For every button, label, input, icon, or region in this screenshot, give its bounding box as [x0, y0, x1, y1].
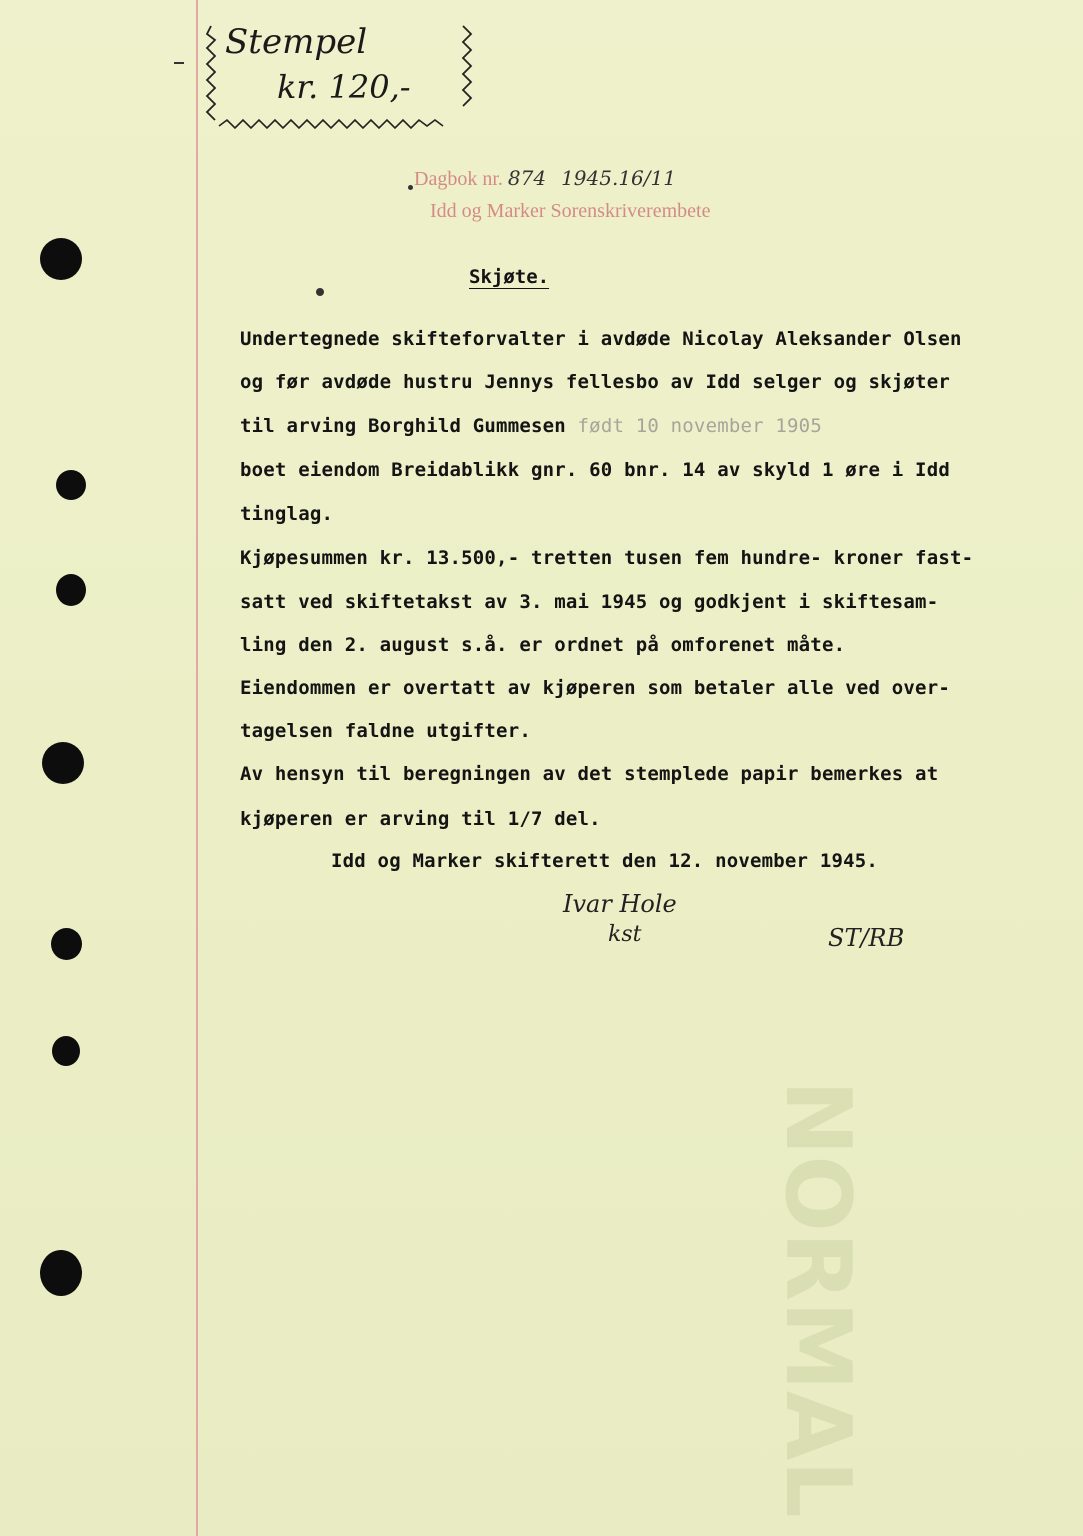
body-line [240, 415, 822, 437]
document-title: Skjøte. [469, 266, 550, 288]
body-line: ling den 2. august s.å. er ordnet på omforenet måte. [240, 634, 846, 656]
body-line: tagelsen faldne utgifter. [240, 720, 531, 742]
body-line: Eiendommen er overtatt av kjøperen som betaler alle ved over- [240, 677, 950, 699]
stray-mark [316, 288, 324, 296]
watermark: NORMAL [765, 1080, 870, 1518]
body-line: boet eiendom Breidablikk gnr. 60 bnr. 14 av skyld 1 øre i Idd [240, 459, 950, 481]
registry-number: 874 [507, 166, 547, 190]
closing-line: Idd og Marker skifterett den 12. november 1945. [331, 850, 879, 872]
body-line-text: til arving Borghild Gummesen [240, 415, 566, 437]
punch-hole [40, 238, 82, 280]
registry-date: 1945.16/11 [561, 166, 676, 190]
registry-label: Dagbok nr. [414, 168, 503, 190]
stamp-box [205, 22, 477, 134]
margin-line [196, 0, 198, 1536]
stray-mark [408, 185, 413, 190]
body-line: satt ved skiftetakst av 3. mai 1945 og godkjent i skiftesam- [240, 591, 939, 613]
punch-hole [56, 470, 86, 500]
punch-hole [51, 928, 82, 960]
body-line: kjøperen er arving til 1/7 del. [240, 808, 601, 830]
body-line: tinglag. [240, 503, 334, 525]
body-line: og før avdøde hustru Jennys fellesbo av Idd selger og skjøter [240, 371, 950, 393]
body-line: Kjøpesummen kr. 13.500,- tretten tusen fem hundre- kroner fast- [240, 547, 974, 569]
stamp-label: Stempel [225, 22, 368, 62]
body-line: Undertegnede skifteforvalter i avdøde Nicolay Aleksander Olsen [240, 328, 962, 350]
body-line: Av hensyn til beregningen av det stemplede papir bemerkes at [240, 763, 939, 785]
signature-title: kst [608, 922, 642, 947]
punch-hole [56, 574, 86, 606]
punch-hole [42, 742, 84, 784]
registry-stamp-line1 [414, 166, 676, 191]
stray-mark [174, 62, 184, 64]
punch-hole [52, 1036, 80, 1066]
signature-name: Ivar Hole [563, 890, 677, 918]
stamp-amount: kr. 120,- [277, 68, 411, 106]
signature-initials: ST/RB [828, 924, 905, 952]
punch-hole [40, 1250, 82, 1296]
registry-stamp-line2: Idd og Marker Sorenskriverembete [430, 200, 711, 222]
birth-date-faint: født 10 november 1905 [577, 415, 822, 437]
